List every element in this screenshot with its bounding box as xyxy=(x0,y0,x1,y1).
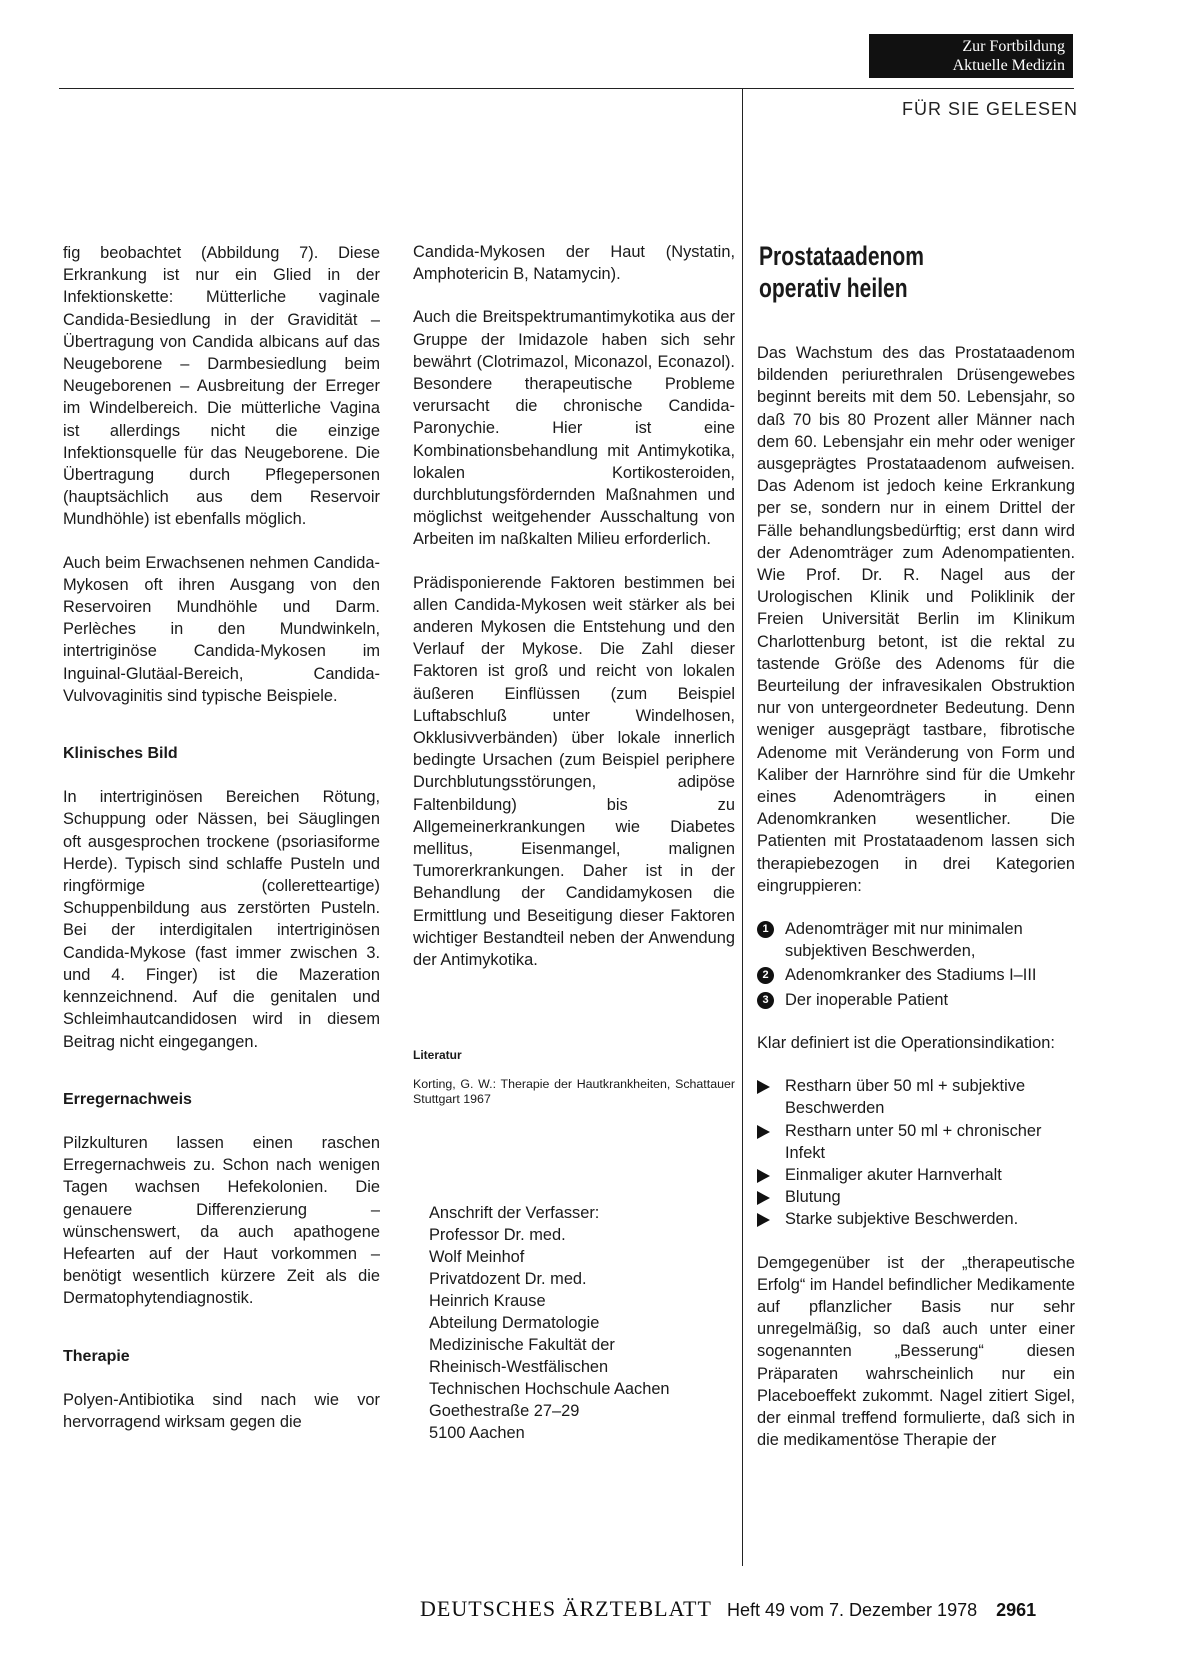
page-number: 2961 xyxy=(996,1600,1037,1620)
article-column-1 xyxy=(63,242,380,1454)
address-line: 5100 Aachen xyxy=(429,1423,525,1442)
address-line: Anschrift der Verfasser: xyxy=(429,1203,600,1222)
address-line: Rheinisch-Westfälischen xyxy=(429,1357,609,1376)
address-line: Professor Dr. med. xyxy=(429,1225,566,1244)
address-line: Technischen Hochschule Aachen xyxy=(429,1379,670,1398)
list-item: 3 Der inoperable Patient xyxy=(757,989,1075,1011)
paragraph: Prädisponierende Faktoren bestimmen bei allen Candida-Mykosen weit stärker als bei anderen Mykosen die Entstehung und den Verlauf der Mykose. Die Zahl dieser Faktoren ist groß und reicht von lokalen äußeren Einflüssen (zum Beispiel Luftabschluß unter Windelhosen, Okklusivverbänden) über lokale innerlich bedingte Ursachen (zum Beispiel periphere Durchblutungsstörungen, adipöse Faltenbildung) bis zu Allgemeinerkrankungen wie Diabetes mellitus, Eisenmangel, malignen Tumorerkrankungen. Daher ist in der Behandlung der Candidamykosen die Ermittlung und Beseitigung dieser Faktoren wichtiger Bestandteil neben der Anwendung der Antimykotika. xyxy=(413,573,735,970)
subheading-klinisches-bild: Klinisches Bild xyxy=(63,745,178,763)
triangle-bullet-icon xyxy=(757,1080,770,1094)
list-item: 2 Adenomkranker des Stadiums I–III xyxy=(757,964,1075,986)
badge-line-2: Aktuelle Medizin xyxy=(952,57,1065,74)
paragraph: Polyen-Antibiotika sind nach wie vor hervorragend wirksam gegen die xyxy=(63,1390,380,1431)
paragraph: Klar definiert ist die Operationsindikation: xyxy=(757,1033,1055,1052)
list-item: Starke subjektive Beschwerden. xyxy=(757,1208,1075,1230)
address-line: Goethestraße 27–29 xyxy=(429,1401,580,1420)
list-item: Restharn über 50 ml + subjektive Beschwerden xyxy=(757,1075,1075,1119)
paragraph: Candida-Mykosen der Haut (Nystatin, Amphotericin B, Natamycin). xyxy=(413,243,735,284)
triangle-bullet-icon xyxy=(757,1191,770,1205)
number-circle-icon: 3 xyxy=(757,992,774,1009)
number-circle-icon: 2 xyxy=(757,967,774,984)
paragraph: Demgegenüber ist der „therapeutische Erfolg“ im Handel befindlicher Medikamente auf pflanzlicher Basis nur sehr unregelmäßig, so daß auch unter einer sogenannten „Besserung“ diesen Präparaten wahrscheinlich nur ein Placeboeffekt zukommt. Nagel zitiert Sigel, der einmal treffend formulierte, daß sich in die medikamentöse Therapie der xyxy=(757,1253,1075,1450)
paragraph: In intertriginösen Bereichen Rötung, Schuppung oder Nässen, bei Säuglingen oft ausgesprochen trockene (psoriasiforme Herde). Typisch sind schlaffe Pusteln und ringförmige (colleretteartige) Schuppenbildung aus zerstörten Pusteln. Bei der interdigitalen intertriginösen Candida-Mykose (fast immer zwischen 3. und 4. Finger) ist die Mazeration kennzeichnend. Auf die genitalen und Schleimhautcandidosen wird in diesem Beitrag nicht eingegangen. xyxy=(63,788,380,1051)
category-list xyxy=(757,918,1075,1011)
literature-heading: Literatur xyxy=(413,1048,462,1063)
article-column-2 xyxy=(413,241,735,1444)
triangle-bullet-icon xyxy=(757,1213,770,1227)
literature-reference: Korting, G. W.: Therapie der Hautkrankheiten, Schattauer Stuttgart 1967 xyxy=(413,1076,735,1106)
indication-list xyxy=(757,1075,1075,1230)
address-line: Heinrich Krause xyxy=(429,1291,546,1310)
list-item: Blutung xyxy=(757,1186,1075,1208)
section-badge xyxy=(869,34,1073,78)
author-address xyxy=(413,1202,735,1444)
address-line: Wolf Meinhof xyxy=(429,1247,525,1266)
address-line: Medizinische Fakultät der xyxy=(429,1335,615,1354)
column-rule xyxy=(742,88,743,1566)
paragraph: Pilzkulturen lassen einen raschen Erregernachweis zu. Schon nach wenigen Tagen wachsen Hefekolonien. Die genauere Differenzierung – wünschenswert, da auch apathogene Hefearten auf der Haut vorkommen – benötigt wesentlich kürzere Zeit als die Dermatophytendiagnostik. xyxy=(63,1133,380,1308)
subheading-erregernachweis: Erregernachweis xyxy=(63,1090,192,1108)
triangle-bullet-icon xyxy=(757,1169,770,1183)
subheading-therapie: Therapie xyxy=(63,1347,130,1365)
number-circle-icon: 1 xyxy=(757,921,774,938)
address-line: Privatdozent Dr. med. xyxy=(429,1269,587,1288)
badge-line-1: Zur Fortbildung xyxy=(962,38,1065,55)
list-item: Restharn unter 50 ml + chronischer Infekt xyxy=(757,1120,1075,1164)
paragraph: Auch die Breitspektrumantimykotika aus der Gruppe der Imidazole haben sich sehr bewährt (Clotrimazol, Miconazol, Econazol). Besondere therapeutische Probleme verursacht die chronische Candida-Paronychie. Hier ist eine Kombinationsbehandlung mit Antimykotika, lokalen Kortikosteroiden, durchblutungsfördernden Maßnahmen und möglichst weitgehender Ausschaltung von Arbeiten im naßkalten Milieu erforderlich. xyxy=(413,308,735,549)
article-column-3 xyxy=(757,240,1075,1472)
list-item: Einmaliger akuter Harnverhalt xyxy=(757,1164,1075,1186)
triangle-bullet-icon xyxy=(757,1125,770,1139)
header-rule xyxy=(59,88,1074,89)
page-footer xyxy=(420,1596,1036,1622)
article-title: Prostataadenom operativ heilen xyxy=(759,241,925,303)
issue-info: Heft 49 vom 7. Dezember 1978 xyxy=(726,1600,978,1620)
section-label: FÜR SIE GELESEN xyxy=(901,99,1078,119)
journal-name: DEUTSCHES ÄRZTEBLATT xyxy=(420,1596,712,1621)
paragraph: Das Wachstum des das Prostataadenom bildenden periurethralen Drüsengewebes beginnt bereits mit dem 50. Lebensjahr, so daß 70 bis 80 Prozent aller Männer nach dem 60. Lebensjahr ein mehr oder weniger ausgeprägtes Prostataadenom aufweisen. Das Adenom ist jedoch keine Erkrankung per se, sondern nur in einem Drittel der Fälle behandlungsbedürftig; erst dann wird der Adenomträger zum Adenompatienten. Wie Prof. Dr. R. Nagel aus der Urologischen Klinik und Poliklinik der Freien Universität Berlin im Klinikum Charlottenburg betont, ist die rektal zu tastende Größe des Adenoms für die Beurteilung der infravesikalen Obstruktion nur von untergeordneter Bedeutung. Denn weniger ausgeprägt tastbare, fibrotische Adenome mit Veränderung von Form und Kaliber der Harnröhre sind für die Umkehr eines Adenomträgers in einen Adenomkranken wesentlicher. Die Patienten mit Prostataadenom lassen sich therapiebezogen in drei Kategorien eingruppieren: xyxy=(757,344,1075,895)
paragraph: fig beobachtet (Abbildung 7). Diese Erkrankung ist nur ein Glied in der Infektionskette: Mütterliche vaginale Candida-Besiedlung in der Gravidität – Übertragung von Candida albicans auf das Neugeborene – Darmbesiedlung beim Neugeborenen – Ausbreitung der Erreger im Windelbereich. Die mütterliche Vagina ist allerdings nicht die einzige Infektionsquelle für das Neugeborene. Die Übertragung durch Pflegepersonen (hauptsächlich aus dem Reservoir Mundhöhle) ist ebenfalls möglich. xyxy=(63,244,380,529)
list-item: 1 Adenomträger mit nur minimalen subjektiven Beschwerden, xyxy=(757,918,1075,962)
paragraph: Auch beim Erwachsenen nehmen Candida-Mykosen oft ihren Ausgang von den Reservoiren Mundhöhle und Darm. Perlèches in den Mundwinkeln, intertriginöse Candida-Mykosen im Inguinal-Glutäal-Bereich, Candida-Vulvovaginitis sind typische Beispiele. xyxy=(63,553,380,705)
address-line: Abteilung Dermatologie xyxy=(429,1313,600,1332)
